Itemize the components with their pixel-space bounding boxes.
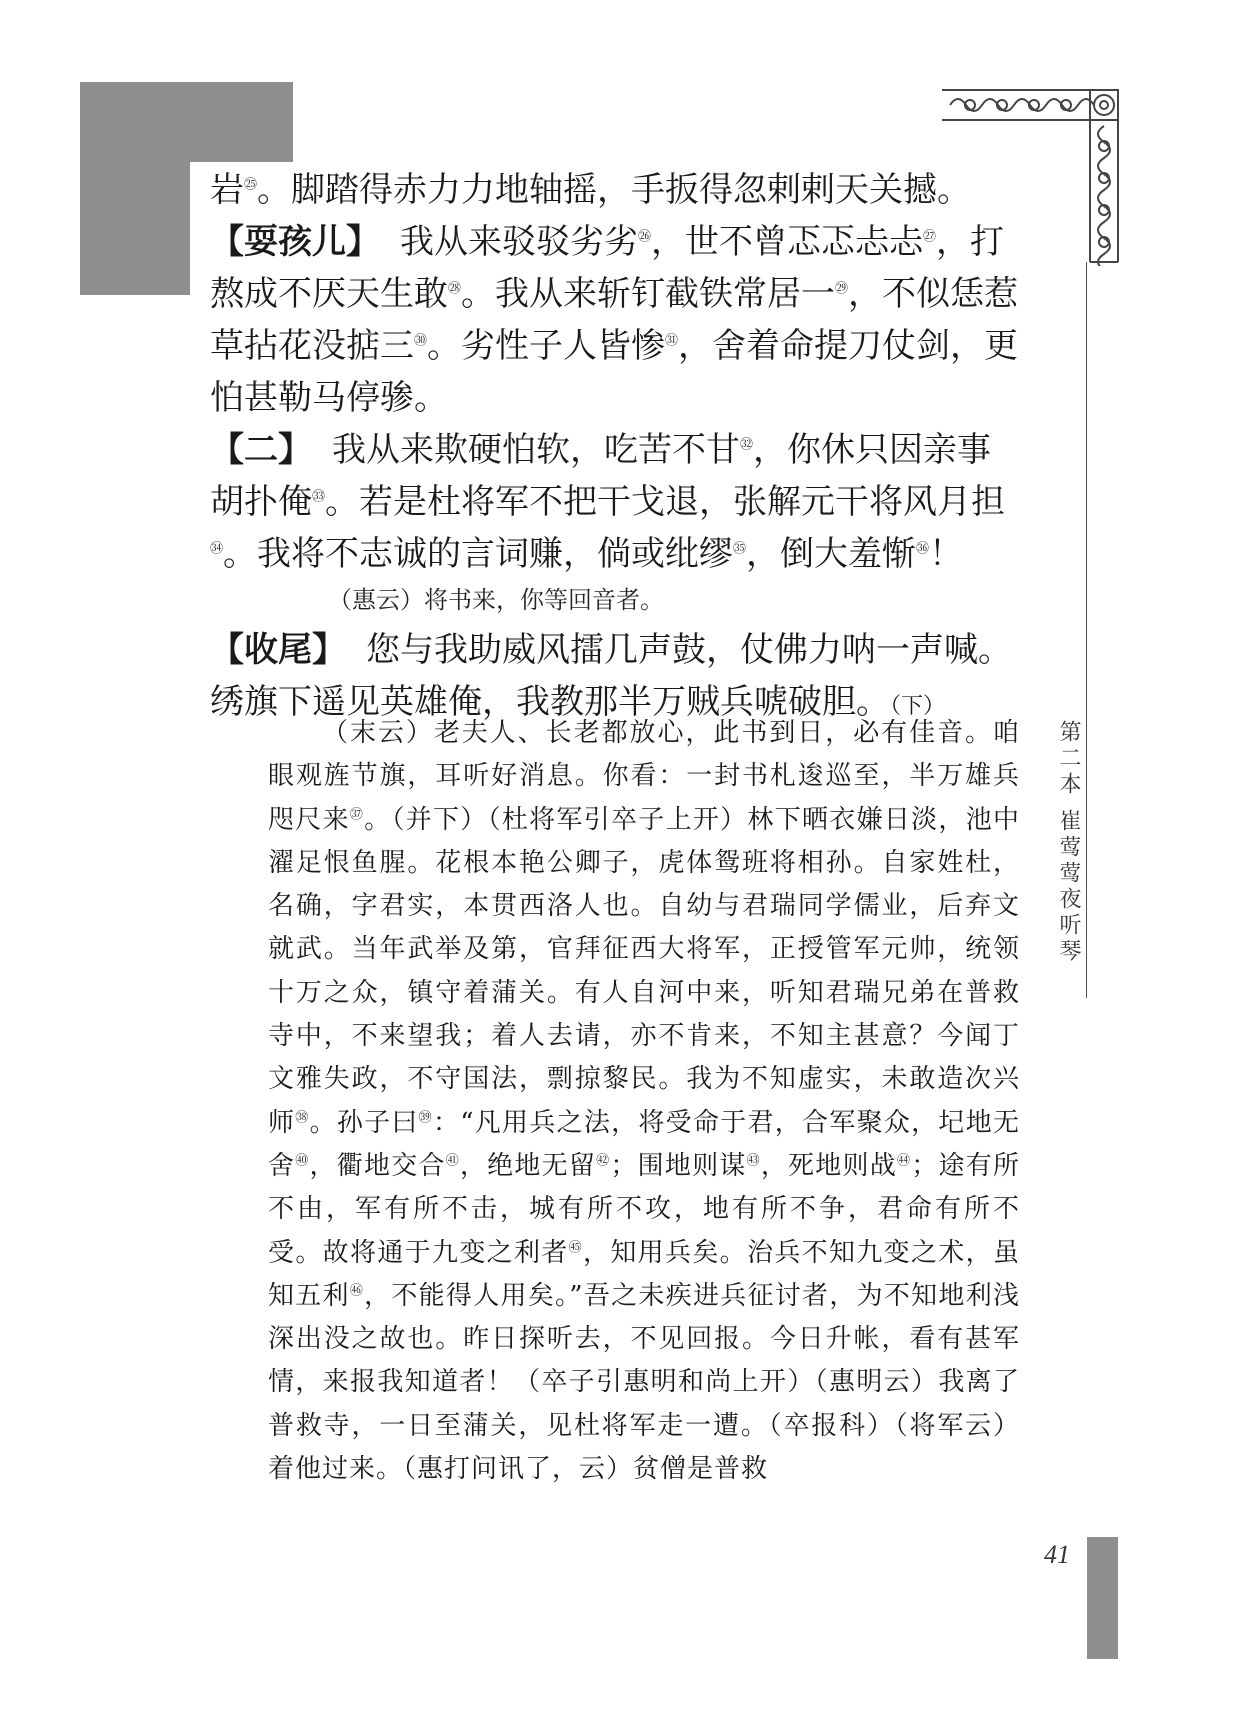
exit-direction: （下）: [890, 694, 946, 719]
verse-2: [210, 216, 1020, 424]
verse-1-text: 岩$^㉕$。脚踏得赤力力地轴摇，手扳得忽剌剌天关撼。: [210, 170, 972, 210]
verse-4-text: 您与我助威风擂几声鼓，仗佛力呐一声喊。绣旗下遥见英雄俺，我教那半万贼兵唬破胆。: [210, 630, 1012, 722]
tune-title: 【收尾】: [210, 630, 346, 670]
side-rule: [1086, 262, 1087, 998]
stage-direction: （惠云）将书来，你等回音者。: [328, 586, 664, 614]
running-head: 第二本 崔莺莺夜听琴: [1056, 720, 1081, 965]
decorative-gray-tab: [1087, 1537, 1118, 1659]
tune-title: 【耍孩儿】: [210, 222, 380, 262]
tune-title: 【二】: [210, 430, 312, 470]
verse-3: [210, 424, 1020, 580]
page-number: 41: [1044, 1540, 1070, 1569]
verse-1: [210, 164, 1020, 216]
verse-2-text: 我从来驳驳劣劣$^㉖$，世不曾忑忑忐忐$^㉗$，打熬成不厌天生敢$^㉘$。我从来斩钉截铁常居一$^㉙$，不似恁惹草拈花没掂三$^㉚$。劣性子人皆惨$^㉛$，舍着命提刀仗剑，更怕甚勒马停骖。: [210, 222, 1019, 418]
verse-3-text: 我从来欺硬怕软，吃苦不甘$^㉜$，你休只因亲事胡扑俺$^㉝$。若是杜将军不把干戈退，张解元干将风月担$^㉞$。我将不志诚的言词赚，倘或纰缪$^㉟$，倒大羞惭$^㊱$！: [210, 430, 1006, 574]
prose-paragraph: （末云）老夫人、长老都放心，此书到日，必有佳音。咱眼观旌节旗，耳听好消息。你看：一封书札逡巡至，半万雄兵咫尺来$^㊲$。（并下）（杜将军引卒子上开）林下晒衣嫌日淡，池中濯足恨鱼腥。花根本艳公卿子，虎体鸳班将相孙。自家姓杜，名确，字君实，本贯西洛人也。自幼与君瑞同学儒业，后弃文就武。当年武举及第，官拜征西大将军，正授管军元帅，统领十万之众，镇守着蒲关。有人自河中来，听知君瑞兄弟在普救寺中，不来望我；着人去请，亦不肯来，不知主甚意？今闻丁文雅失政，不守国法，剽掠黎民。我为不知虚实，未敢造次兴师$^㊳$。孙子曰$^㊴$：“凡用兵之法，将受命于君，合军聚众，圮地无舍$^㊵$，衢地交合$^㊶$，绝地无留$^㊷$；围地则谋$^㊸$，死地则战$^㊹$；途有所不由，军有所不击，城有所不攻，地有所不争，君命有所不受。故将通于九变之利者$^㊺$，知用兵矣。治兵不知九变之术，虽知五利$^㊻$，不能得人用矣。”吾之未疾进兵征讨者，为不知地利浅深出没之故也。昨日探听去，不见回报。今日升帐，看有甚军情，来报我知道者！（卒子引惠明和尚上开）（惠明云）我离了普救寺，一日至蒲关，见杜将军走一遭。（卒报科）（将军云）着他过来。（惠打问讯了，云）贫僧是普救: [268, 718, 1020, 1485]
